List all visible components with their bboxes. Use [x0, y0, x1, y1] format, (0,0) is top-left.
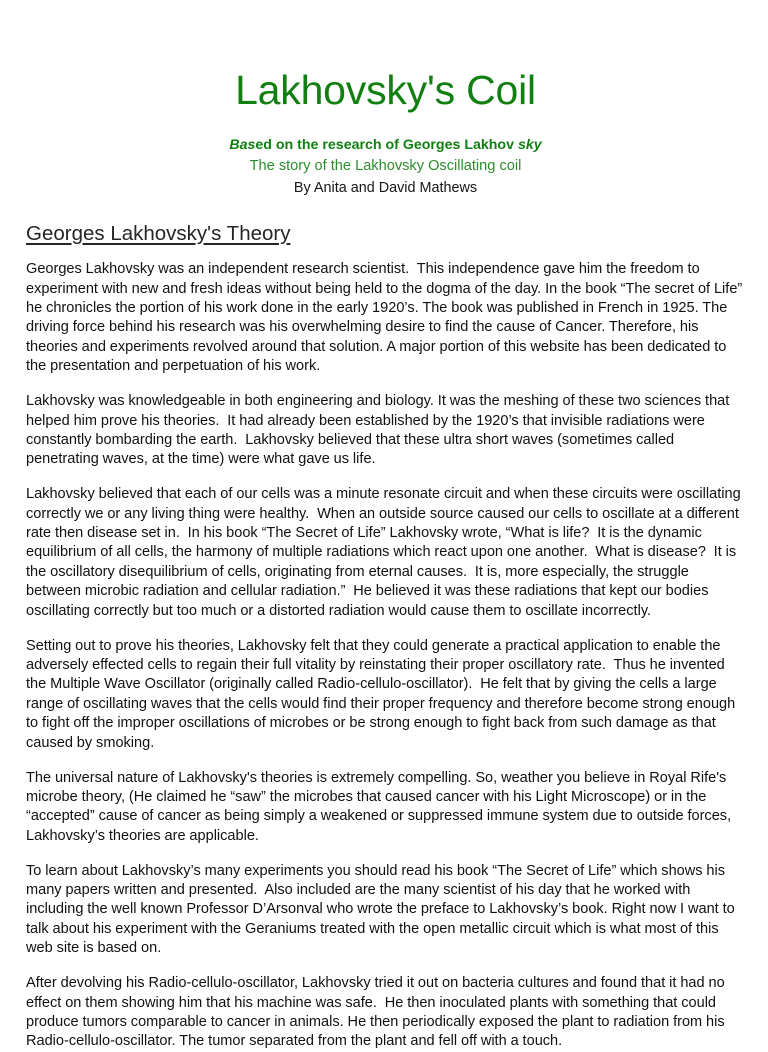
subtitle-italic-tail: sky	[517, 137, 542, 154]
paragraph: To learn about Lakhovsky’s many experiments you should read his book “The Secret of Life” which shows his many papers written and presented. Also included are the many scientist of his day that he worked with including the well known Professor D’Arsonval who wrote the preface to Lakhovsky’s book. Right now I want to talk about his experiment with the Geraniums treated with the open metallic circuit which is what most of this web site is based on.	[26, 862, 739, 957]
paragraph: The universal nature of Lakhovsky's theories is extremely compelling. So, weather you believe in Royal Rife's microbe theory, (He claimed he “saw” the microbes that caused cancer with his Light Microscope) or in the “accepted” cause of cancer as being simply a weakened or suppressed immune system due to outside forces, Lakhovsky’s theories are applicable.	[26, 769, 736, 844]
subtitle-research-line	[26, 136, 745, 155]
section-heading-text: Georges Lakhovsky's Theory	[26, 221, 291, 245]
paragraph: Setting out to prove his theories, Lakhovsky felt that they could generate a practical application to enable the adversely effected cells to regain their full vitality by reinstating their proper oscillatory rate. Thus he invented the Multiple Wave Oscillator (originally called Radio-cellulo-oscillator). He felt that by giving the cells a large range of oscillating waves that the cells would find their proper frequency and therefore become strong enough to fight off the improper oscillations of microbes or be strong enough to fight back from such damage as that caused by smoking.	[26, 637, 740, 751]
paragraph: Georges Lakhovsky was an independent research scientist. This independence gave him the freedom to experiment with new and fresh ideas without being held to the dogma of the day. In the book “The secret of Life” he chronicles the portion of his work done in the early 1920’s. The book was published in French in 1925. The driving force behind his research was his overwhelming desire to find the cause of Cancer. Therefore, his theories and experiments revolved around that solution. A major portion of this website has been dedicated to the presentation and perpetuation of his work.	[26, 261, 747, 375]
subtitle-italic-lead: Bas	[229, 137, 256, 154]
subtitle-bold-middle: ed on the research of Georges Lakhov	[255, 137, 514, 154]
paragraph: After devolving his Radio-cellulo-oscillator, Lakhovsky tried it out on bacteria cultures and found that it had no effect on them showing him that his machine was safe. He then inoculated plants with something that could produce tumors comparable to cancer in animals. He then periodically exposed the plant to radiation from his Radio-cellulo-oscillator. The tumor separated from the plant and fell off with a touch.	[26, 975, 729, 1050]
body-copy	[26, 246, 745, 1052]
subtitle-block	[26, 136, 745, 198]
paragraph: Lakhovsky believed that each of our cells was a minute resonate circuit and when these circuits were oscillating correctly we or any living thing were healthy. When an outside source caused our cells to oscillate at a different rate then disease set in. In his book “The Secret of Life” Lakhovsky wrote, “What is life? It is the dynamic equilibrium of all cells, the harmony of multiple radiations which react upon one another. What is disease? It is the oscillatory disequilibrium of cells, originating from eternal causes. It is, more especially, the struggle between microbic radiation and cellular radiation.” He believed it was these radiations that kept our bodies oscillating correctly but too much or a distorted radiation would cause them to oscillate incorrectly.	[26, 486, 745, 619]
subtitle-story-line: The story of the Lakhovsky Oscillating coil	[249, 158, 522, 175]
paragraph: Lakhovsky was knowledgeable in both engineering and biology. It was the meshing of these two sciences that helped him prove his theories. It had already been established by the 1920’s that invisible radiations were constantly bombarding the earth. Lakhovsky believed that these ultra short waves (sometimes called penetrating waves, at the time) were what gave us life.	[26, 393, 734, 468]
section-heading	[26, 199, 745, 247]
page-title: Lakhovsky's Coil	[235, 67, 536, 113]
subtitle-byline: By Anita and David Mathews	[293, 180, 478, 197]
